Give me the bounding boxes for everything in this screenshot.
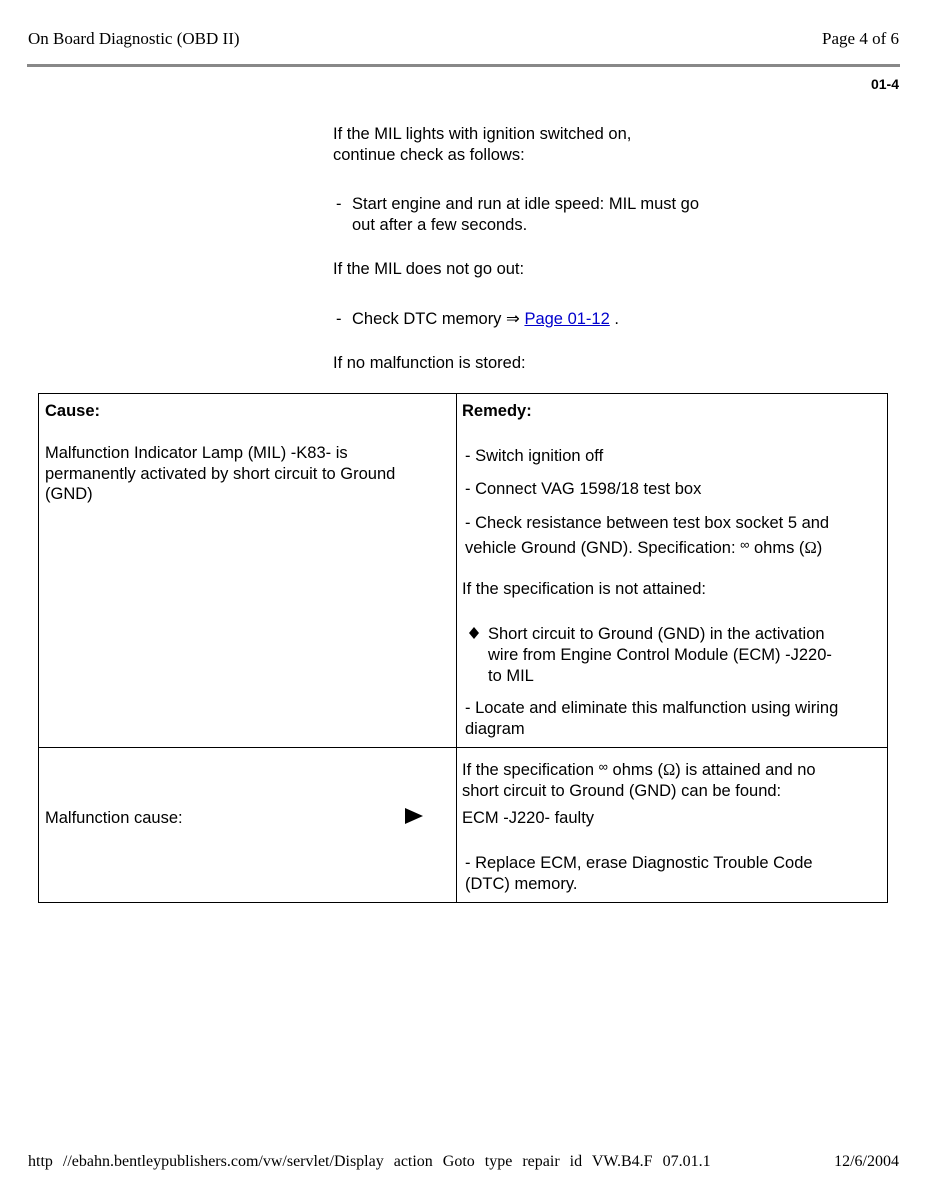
- omega-symbol: Ω: [804, 538, 817, 557]
- bullet-line: to MIL: [488, 667, 534, 685]
- diamond-bullet-icon: [469, 624, 479, 645]
- ohms-text: ohms (: [754, 539, 805, 557]
- close-paren: ): [816, 539, 823, 557]
- malfunction-cause-label: Malfunction cause:: [45, 809, 183, 827]
- remedy-line: - Replace ECM, erase Diagnostic Trouble Code: [465, 854, 813, 872]
- bullet-line: wire from Engine Control Module (ECM) -J220-: [488, 646, 832, 664]
- remedy-switch-off: - Switch ignition off: [465, 447, 604, 465]
- cause-line: Malfunction Indicator Lamp (MIL) -K83- is: [45, 444, 348, 462]
- play-arrow-icon: [405, 808, 423, 830]
- step-line: Start engine and run at idle speed: MIL must go: [352, 195, 700, 213]
- step-line: out after a few seconds.: [352, 216, 528, 234]
- intro-line: If the MIL lights with ignition switched on,: [333, 125, 632, 143]
- ecm-faulty: ECM -J220- faulty: [462, 809, 595, 827]
- remedy-check-resistance: [465, 512, 829, 559]
- footer-date: 12/6/2004: [834, 1153, 899, 1170]
- remedy-line: diagram: [465, 720, 525, 738]
- footer-url: http //ebahn.bentleypublishers.com/vw/servlet/Display action Goto type repair id VW.B4.F 07.01.1: [28, 1153, 711, 1170]
- bullet-short-circuit: [488, 624, 832, 687]
- omega-symbol: Ω: [662, 760, 676, 779]
- remedy-header: Remedy:: [462, 402, 532, 420]
- arrow-right-icon: ⇒: [506, 310, 520, 328]
- remedy-line: - Locate and eliminate this malfunction using wiring: [465, 699, 839, 717]
- remedy-text: vehicle Ground (GND). Specification:: [465, 539, 736, 557]
- remedy-line: [465, 534, 829, 559]
- cause-line: permanently activated by short circuit to Ground: [45, 464, 396, 483]
- page-link[interactable]: Page 01-12: [524, 310, 610, 328]
- step-end: .: [614, 310, 619, 328]
- intro-condition: [333, 124, 631, 166]
- row-divider: [39, 747, 887, 748]
- remedy-locate: [465, 698, 838, 740]
- cause-text: [45, 443, 395, 505]
- ohms-text: ohms (: [612, 761, 663, 779]
- cause-line: (GND): [45, 485, 93, 503]
- condition-no-malfunction: If no malfunction is stored:: [333, 354, 526, 372]
- cause-remedy-table: [38, 393, 888, 903]
- document-title: On Board Diagnostic (OBD II): [28, 29, 240, 48]
- row2-condition: [462, 756, 816, 802]
- dash-marker: -: [336, 195, 342, 213]
- step-text: Check DTC memory: [352, 310, 502, 328]
- arrow-icon: [405, 808, 423, 824]
- bullet-line: Short circuit to Ground (GND) in the activation: [488, 625, 825, 643]
- remedy-connect-box: - Connect VAG 1598/18 test box: [465, 480, 702, 498]
- infinity-symbol: ∞: [598, 759, 608, 774]
- diamond-icon: [469, 627, 479, 639]
- row2-condition-line: [462, 756, 816, 781]
- row2-text: ) is attained and no: [675, 761, 816, 779]
- infinity-symbol: ∞: [740, 537, 750, 552]
- row2-text: If the specification: [462, 761, 595, 779]
- column-divider: [456, 394, 457, 902]
- remedy-line: (DTC) memory.: [465, 875, 578, 893]
- remedy-condition: If the specification is not attained:: [462, 580, 706, 598]
- row2-condition-line: short circuit to Ground (GND) can be found:: [462, 782, 782, 800]
- intro-line: continue check as follows:: [333, 146, 525, 164]
- header-divider: [27, 64, 900, 67]
- remedy-line: - Check resistance between test box socket 5 and: [465, 514, 830, 532]
- section-page-number: 01-4: [870, 76, 899, 92]
- step-check-dtc: [336, 309, 756, 330]
- step-start-engine: [336, 194, 756, 236]
- cause-header: Cause:: [45, 402, 101, 420]
- condition-mil-not-out: If the MIL does not go out:: [333, 260, 525, 278]
- remedy-replace-ecm: [465, 853, 813, 895]
- page-counter: Page 4 of 6: [822, 29, 899, 48]
- dash-marker: -: [336, 310, 342, 328]
